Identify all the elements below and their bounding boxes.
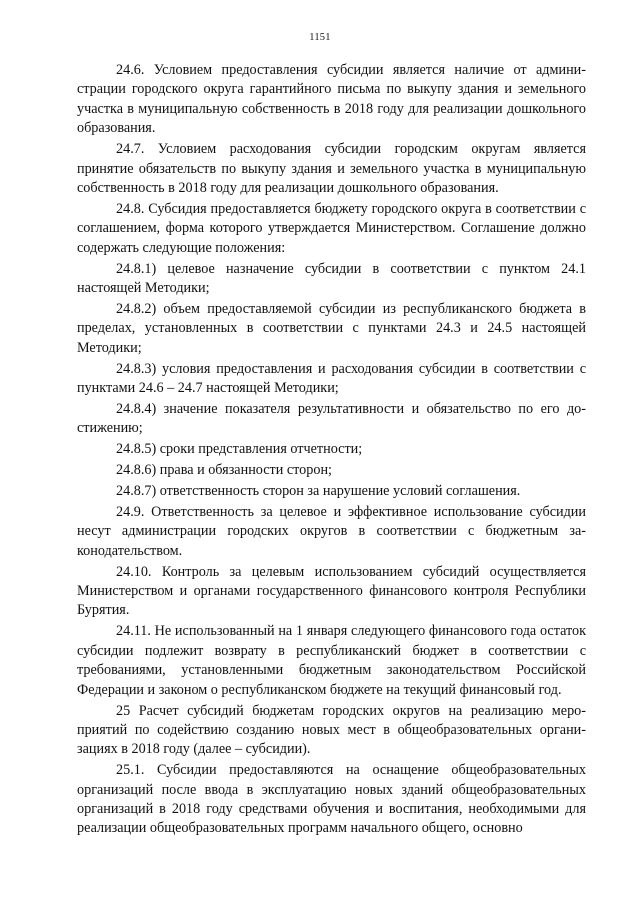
paragraph-24-8-4: 24.8.4) значение показателя результативности и обязательство по его достижению; xyxy=(77,400,586,437)
paragraph-24-8: 24.8. Субсидия предоставляется бюджету городского округа в соответствии с соглашением, форма которого утверждается Министерством. Соглашение должно содержать следующие положения: xyxy=(77,200,586,256)
paragraph-24-8-3: 24.8.3) условия предоставления и расходования субсидии в соответствии с пунктами 24.6 – 24.7 настоящей Методики; xyxy=(77,360,586,396)
paragraph-24-8-6: 24.8.6) права и обязанности сторон; xyxy=(116,462,332,479)
paragraph-24-6: 24.6. Условием предоставления субсидии является наличие от администрации городского округа гарантийного письма по выкупу здания и земельного участка в муниципальную собственность в 2018 году для реализации дошкольного образования. xyxy=(77,62,586,137)
document-body xyxy=(77,61,586,840)
paragraph-24-9: 24.9. Ответственность за целевое и эффективное использование субсидии несут администрации городских округов в соответствии с бюджетным законодательством. xyxy=(77,503,586,559)
paragraph-25: 25 Расчет субсидий бюджетам городских округов на реализацию мероприятий по содействию созданию новых мест в общеобразовательных организациях в 2018 году (далее – субсидии). xyxy=(77,702,586,758)
paragraph-24-7: 24.7. Условием расходования субсидии городским округам является принятие обязательств по выкупу здания и земельного участка в муниципальную собственность в 2018 году для реализации дошкольного образования. xyxy=(77,141,586,196)
paragraph-24-8-2: 24.8.2) объем предоставляемой субсидии из республиканского бюджета в пределах, установленных в соответствии с пунктами 24.3 и 24.5 настоящей Методики; xyxy=(77,300,586,356)
paragraph-24-11: 24.11. Не использованный на 1 января следующего финансового года остаток субсидии подлежит возврату в республиканский бюджет в соответствии с требованиями, установленными бюджетным законодательством Российской Федерации и законом о республиканском бюджете на текущий финансовый год. xyxy=(77,623,586,698)
paragraph-24-8-5: 24.8.5) сроки представления отчетности; xyxy=(116,441,363,458)
paragraph-25-1: 25.1. Субсидии предоставляются на оснащение общеобразовательных организаций после ввода в эксплуатацию новых зданий общеобразовательных организаций в 2018 году средствами обучения и воспитания, необходимыми для реализации общеобразовательных программ начального общего, основно xyxy=(77,762,586,837)
paragraph-24-10: 24.10. Контроль за целевым использованием субсидий осуществляется Министерством и органами государственного финансового контроля Республики Бурятия. xyxy=(77,563,586,619)
paragraph-24-8-7: 24.8.7) ответственность сторон за нарушение условий соглашения. xyxy=(116,483,521,500)
page-number: 1151 xyxy=(309,32,331,43)
paragraph-24-8-1: 24.8.1) целевое назначение субсидии в соответствии с пунктом 24.1 настоящей Методики; xyxy=(77,260,586,296)
